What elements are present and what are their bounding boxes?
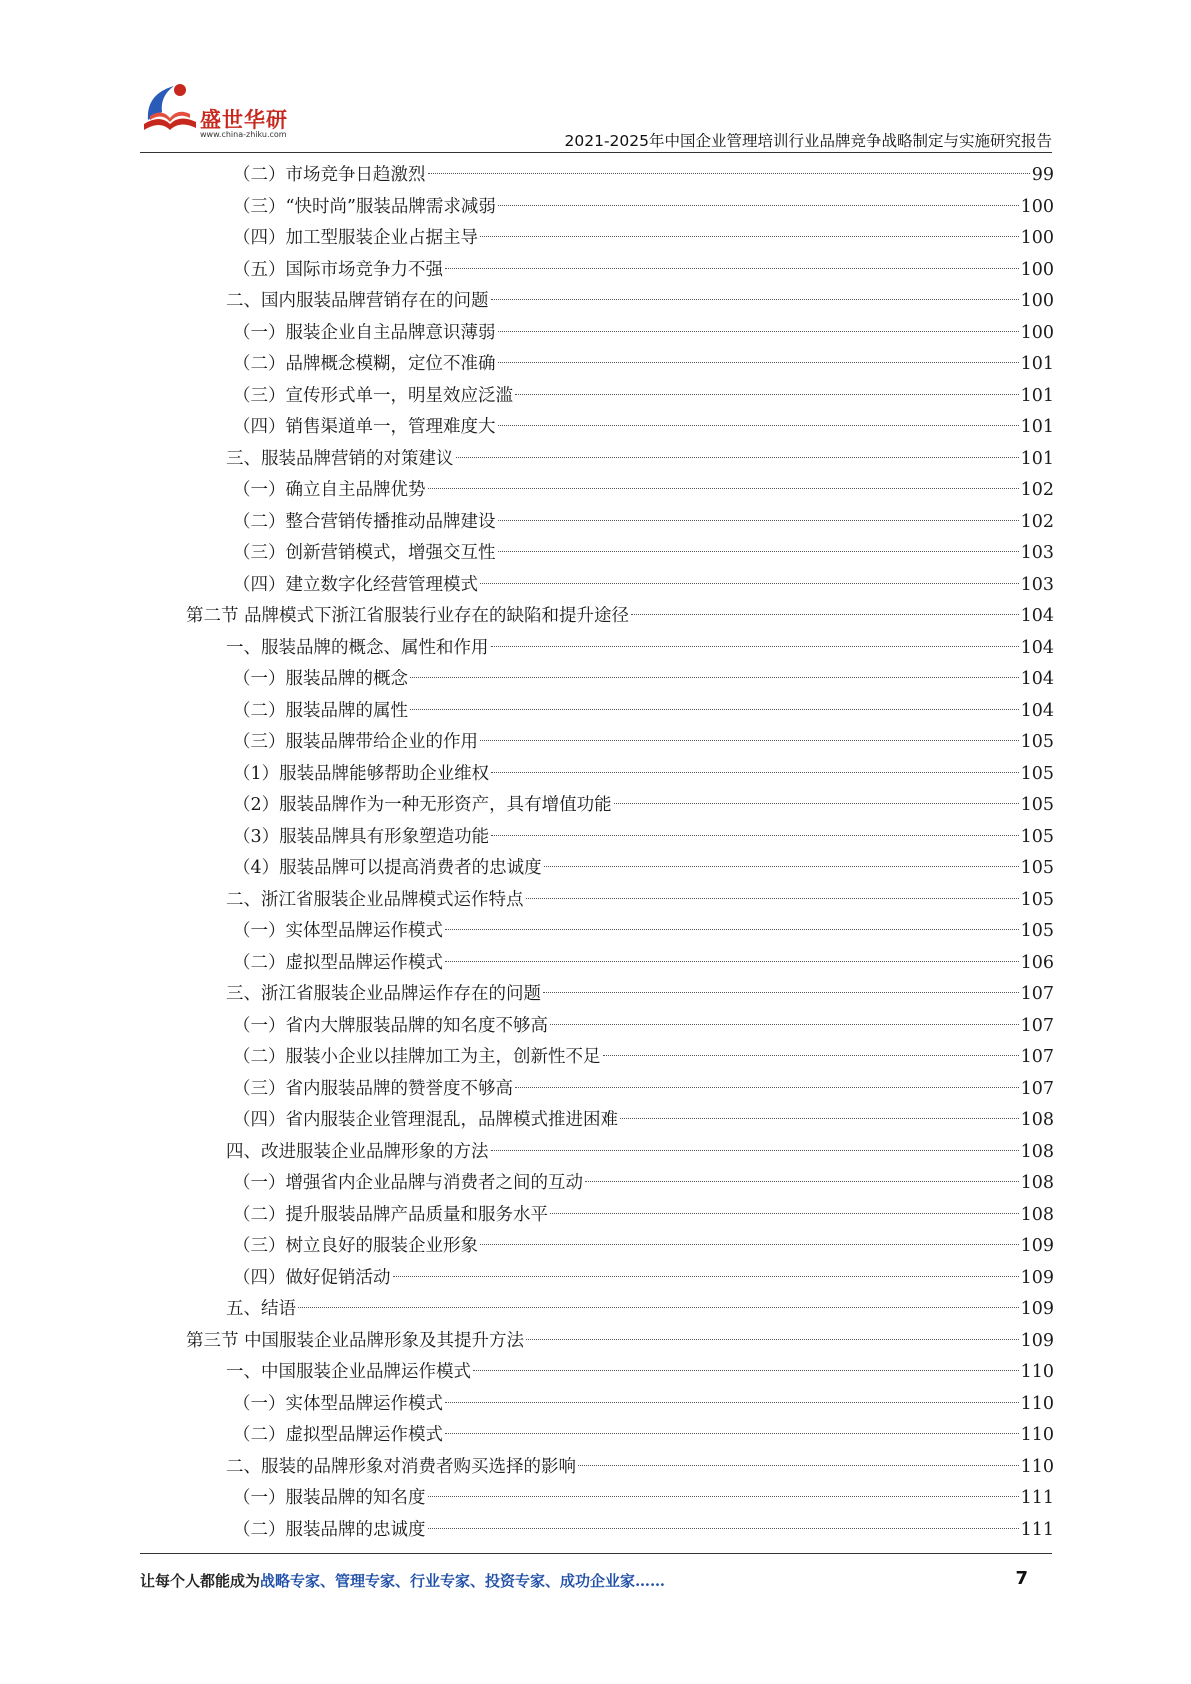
toc-entry[interactable] — [186, 318, 1054, 350]
toc-leader-dots — [498, 551, 1019, 552]
toc-leader-dots — [526, 1339, 1019, 1340]
toc-leader-dots — [410, 677, 1019, 678]
toc-entry-page: 105 — [1020, 826, 1054, 847]
toc-entry-page: 108 — [1020, 1141, 1054, 1162]
toc-entry-page: 100 — [1020, 322, 1054, 343]
toc-entry-title: （四）做好促销活动 — [233, 1267, 391, 1288]
toc-entry-title: （三）省内服装品牌的赞誉度不够高 — [233, 1078, 513, 1099]
toc-leader-dots — [480, 740, 1019, 741]
toc-entry-page: 107 — [1020, 1015, 1054, 1036]
toc-entry[interactable] — [186, 1231, 1054, 1263]
toc-entry-page: 105 — [1020, 921, 1054, 941]
toc-leader-dots — [585, 1181, 1019, 1182]
toc-entry-title: 四、改进服装企业品牌形象的方法 — [226, 1141, 489, 1162]
toc-leader-dots — [550, 1213, 1019, 1214]
toc-entry-title: （三）宣传形式单一，明星效应泛滥 — [233, 385, 513, 406]
toc-entry-page: 105 — [1020, 889, 1054, 910]
toc-leader-dots — [631, 614, 1019, 615]
toc-entry-page: 107 — [1020, 984, 1054, 1004]
toc-entry[interactable] — [186, 822, 1054, 854]
toc-leader-dots — [603, 1055, 1019, 1056]
toc-entry-page: 105 — [1020, 858, 1054, 878]
toc-entry-page: 101 — [1020, 385, 1054, 406]
toc-entry-title: 第二节 品牌模式下浙江省服装行业存在的缺陷和提升途径 — [186, 606, 630, 626]
toc-entry[interactable] — [186, 1326, 1054, 1358]
toc-entry-page: 109 — [1020, 1299, 1054, 1319]
toc-leader-dots — [480, 583, 1019, 584]
toc-leader-dots — [543, 992, 1019, 993]
page-header — [140, 80, 1052, 150]
toc-entry[interactable] — [186, 696, 1054, 728]
toc-entry-title: （四）加工型服装企业占据主导 — [233, 228, 478, 248]
toc-entry[interactable] — [186, 223, 1054, 255]
toc-entry[interactable] — [186, 759, 1054, 791]
toc-leader-dots — [473, 1370, 1019, 1371]
toc-leader-dots — [480, 236, 1019, 237]
toc-leader-dots — [445, 1433, 1019, 1434]
toc-entry-title: （1）服装品牌能够帮助企业维权 — [233, 763, 490, 784]
toc-entry-page: 105 — [1020, 763, 1054, 784]
toc-leader-dots — [480, 1244, 1019, 1245]
toc-entry-title: 二、浙江省服装企业品牌模式运作特点 — [226, 889, 524, 910]
toc-entry-title: （二）虚拟型品牌运作模式 — [233, 1425, 443, 1445]
toc-entry-page: 111 — [1020, 1519, 1054, 1540]
toc-entry-title: （四）建立数字化经营管理模式 — [233, 574, 478, 595]
toc-entry[interactable] — [186, 1515, 1054, 1547]
toc-entry[interactable] — [186, 1483, 1054, 1515]
toc-entry-title: （三）服装品牌带给企业的作用 — [233, 732, 478, 752]
toc-entry[interactable] — [186, 664, 1054, 696]
toc-entry[interactable] — [186, 475, 1054, 507]
toc-entry-title: （二）服装小企业以挂牌加工为主，创新性不足 — [233, 1047, 601, 1067]
toc-entry-title: 三、浙江省服装企业品牌运作存在的问题 — [226, 984, 541, 1004]
toc-entry-title: （五）国际市场竞争力不强 — [233, 259, 443, 280]
toc-entry-title: （二）服装品牌的忠诚度 — [233, 1519, 426, 1540]
toc-entry-page: 100 — [1020, 291, 1054, 311]
toc-entry-title: （一）增强省内企业品牌与消费者之间的互动 — [233, 1173, 583, 1193]
toc-leader-dots — [578, 1465, 1019, 1466]
toc-entry-title: 一、中国服装企业品牌运作模式 — [226, 1362, 471, 1382]
toc-entry-page: 108 — [1020, 1204, 1054, 1225]
toc-entry-page: 110 — [1020, 1456, 1054, 1477]
toc-entry-page: 104 — [1020, 669, 1054, 689]
toc-entry[interactable] — [186, 1074, 1054, 1106]
toc-entry-page: 105 — [1020, 795, 1054, 815]
page-footer — [140, 1570, 1052, 1600]
toc-entry-title: 二、服装的品牌形象对消费者购买选择的影响 — [226, 1456, 576, 1477]
slogan-prefix: 让每个人都能成为 — [140, 1572, 261, 1590]
toc-leader-dots — [620, 1118, 1019, 1119]
toc-leader-dots — [428, 1496, 1019, 1497]
toc-entry-title: 第三节 中国服装企业品牌形象及其提升方法 — [186, 1330, 525, 1351]
toc-entry-page: 104 — [1020, 606, 1054, 626]
toc-entry-page: 102 — [1020, 480, 1054, 500]
toc-entry-title: 一、服装品牌的概念、属性和作用 — [226, 637, 489, 658]
header-divider — [140, 152, 1052, 153]
toc-entry[interactable] — [186, 1294, 1054, 1326]
toc-entry[interactable] — [186, 1137, 1054, 1169]
toc-entry-page: 108 — [1020, 1110, 1054, 1130]
toc-entry-page: 103 — [1020, 574, 1054, 595]
footer-slogan — [140, 1570, 665, 1591]
toc-leader-dots — [445, 929, 1019, 930]
toc-entry-page: 109 — [1020, 1236, 1054, 1256]
toc-entry-title: 二、国内服装品牌营销存在的问题 — [226, 291, 489, 311]
toc-leader-dots — [445, 961, 1019, 962]
toc-entry-title: （二）服装品牌的属性 — [233, 700, 408, 721]
toc-entry[interactable] — [186, 160, 1054, 192]
toc-entry[interactable] — [186, 1200, 1054, 1232]
toc-entry-page: 101 — [1020, 354, 1054, 374]
toc-entry-page: 99 — [1031, 165, 1054, 185]
toc-entry-title: （一）服装品牌的概念 — [233, 669, 408, 689]
toc-entry-page: 107 — [1020, 1047, 1054, 1067]
toc-entry-title: （一）实体型品牌运作模式 — [233, 921, 443, 941]
toc-entry-page: 104 — [1020, 637, 1054, 658]
toc-entry-page: 102 — [1020, 511, 1054, 532]
toc-entry[interactable] — [186, 979, 1054, 1011]
toc-entry-title: （二）市场竞争日趋激烈 — [233, 165, 426, 185]
toc-entry-page: 100 — [1020, 196, 1054, 217]
toc-entry[interactable] — [186, 601, 1054, 633]
table-of-contents — [186, 160, 1054, 1546]
toc-entry-title: （二）提升服装品牌产品质量和服务水平 — [233, 1204, 548, 1225]
toc-entry-page: 106 — [1020, 952, 1054, 973]
toc-entry-title: （一）服装品牌的知名度 — [233, 1488, 426, 1508]
toc-entry-page: 111 — [1020, 1488, 1054, 1508]
toc-leader-dots — [498, 362, 1019, 363]
toc-leader-dots — [298, 1307, 1019, 1308]
toc-entry[interactable] — [186, 192, 1054, 224]
toc-entry[interactable] — [186, 349, 1054, 381]
toc-entry[interactable] — [186, 790, 1054, 822]
toc-entry[interactable] — [186, 1011, 1054, 1043]
toc-leader-dots — [491, 646, 1019, 647]
slogan-highlight: 战略专家、管理专家、行业专家、投资专家、成功企业家…… — [260, 1572, 666, 1590]
page-number: 7 — [1015, 1568, 1028, 1589]
toc-entry-page: 104 — [1020, 700, 1054, 721]
toc-entry-title: （二）整合营销传播推动品牌建设 — [233, 511, 496, 532]
toc-leader-dots — [498, 520, 1019, 521]
toc-entry[interactable] — [186, 1452, 1054, 1484]
toc-entry[interactable] — [186, 1263, 1054, 1295]
toc-leader-dots — [515, 394, 1019, 395]
toc-entry-page: 105 — [1020, 732, 1054, 752]
toc-entry-title: （二）品牌概念模糊，定位不准确 — [233, 354, 496, 374]
toc-entry-page: 101 — [1020, 448, 1054, 469]
toc-entry[interactable] — [186, 633, 1054, 665]
toc-entry-title: 五、结语 — [226, 1299, 296, 1319]
toc-leader-dots — [491, 772, 1018, 773]
toc-entry-page: 109 — [1020, 1330, 1054, 1351]
toc-entry-title: 三、服装品牌营销的对策建议 — [226, 448, 454, 469]
toc-leader-dots — [445, 1402, 1019, 1403]
toc-leader-dots — [550, 1024, 1019, 1025]
toc-leader-dots — [491, 835, 1018, 836]
toc-leader-dots — [428, 1528, 1019, 1529]
toc-entry-page: 107 — [1020, 1078, 1054, 1099]
toc-entry[interactable] — [186, 853, 1054, 885]
toc-entry-page: 110 — [1020, 1425, 1054, 1445]
logo-url: www.china-zhiku.com — [200, 130, 287, 139]
toc-leader-dots — [526, 898, 1019, 899]
toc-entry[interactable] — [186, 286, 1054, 318]
toc-entry[interactable] — [186, 727, 1054, 759]
toc-leader-dots — [428, 173, 1030, 174]
toc-entry-page: 100 — [1020, 228, 1054, 248]
toc-entry[interactable] — [186, 538, 1054, 570]
toc-entry-title: （2）服装品牌作为一种无形资产，具有增值功能 — [233, 795, 612, 815]
toc-entry-page: 100 — [1020, 259, 1054, 280]
toc-leader-dots — [491, 1150, 1019, 1151]
toc-entry-page: 101 — [1020, 417, 1054, 437]
toc-entry[interactable] — [186, 570, 1054, 602]
toc-entry-page: 110 — [1020, 1362, 1054, 1382]
toc-entry[interactable] — [186, 1042, 1054, 1074]
toc-entry-title: （一）服装企业自主品牌意识薄弱 — [233, 322, 496, 343]
toc-entry[interactable] — [186, 412, 1054, 444]
toc-leader-dots — [456, 457, 1019, 458]
toc-entry-title: （三）树立良好的服装企业形象 — [233, 1236, 478, 1256]
logo-name: 盛世华研 — [200, 108, 288, 132]
toc-entry[interactable] — [186, 1389, 1054, 1421]
toc-entry-title: （4）服装品牌可以提高消费者的忠诚度 — [233, 858, 542, 878]
toc-entry[interactable] — [186, 444, 1054, 476]
toc-entry-page: 108 — [1020, 1173, 1054, 1193]
toc-entry[interactable] — [186, 1357, 1054, 1389]
toc-entry[interactable] — [186, 507, 1054, 539]
toc-entry[interactable] — [186, 1168, 1054, 1200]
toc-entry-page: 110 — [1020, 1393, 1054, 1414]
toc-entry-title: （三）“快时尚”服装品牌需求减弱 — [233, 196, 496, 217]
toc-leader-dots — [498, 205, 1019, 206]
report-title: 2021-2025年中国企业管理培训行业品牌竞争战略制定与实施研究报告 — [564, 132, 1052, 150]
toc-entry-title: （四）省内服装企业管理混乱，品牌模式推进困难 — [233, 1110, 618, 1130]
toc-leader-dots — [410, 709, 1019, 710]
logo-emblem-icon — [140, 80, 200, 138]
toc-leader-dots — [428, 488, 1019, 489]
toc-entry-page: 109 — [1020, 1267, 1054, 1288]
toc-leader-dots — [614, 803, 1019, 804]
toc-entry[interactable] — [186, 916, 1054, 948]
toc-leader-dots — [445, 268, 1019, 269]
toc-entry[interactable] — [186, 381, 1054, 413]
toc-entry-page: 103 — [1020, 543, 1054, 563]
toc-entry-title: （一）确立自主品牌优势 — [233, 480, 426, 500]
toc-leader-dots — [393, 1276, 1019, 1277]
toc-entry-title: （二）虚拟型品牌运作模式 — [233, 952, 443, 973]
toc-entry[interactable] — [186, 1105, 1054, 1137]
toc-entry-title: （3）服装品牌具有形象塑造功能 — [233, 826, 490, 847]
footer-divider — [140, 1553, 1052, 1554]
toc-leader-dots — [498, 425, 1019, 426]
toc-entry-title: （一）实体型品牌运作模式 — [233, 1393, 443, 1414]
toc-entry[interactable] — [186, 255, 1054, 287]
toc-leader-dots — [491, 299, 1019, 300]
toc-entry-title: （一）省内大牌服装品牌的知名度不够高 — [233, 1015, 548, 1036]
toc-entry-title: （三）创新营销模式，增强交互性 — [233, 543, 496, 563]
toc-entry[interactable] — [186, 1420, 1054, 1452]
toc-leader-dots — [498, 331, 1019, 332]
company-logo — [140, 80, 320, 142]
toc-leader-dots — [515, 1087, 1019, 1088]
toc-entry-title: （四）销售渠道单一，管理难度大 — [233, 417, 496, 437]
toc-entry[interactable] — [186, 948, 1054, 980]
toc-leader-dots — [544, 866, 1019, 867]
toc-entry[interactable] — [186, 885, 1054, 917]
